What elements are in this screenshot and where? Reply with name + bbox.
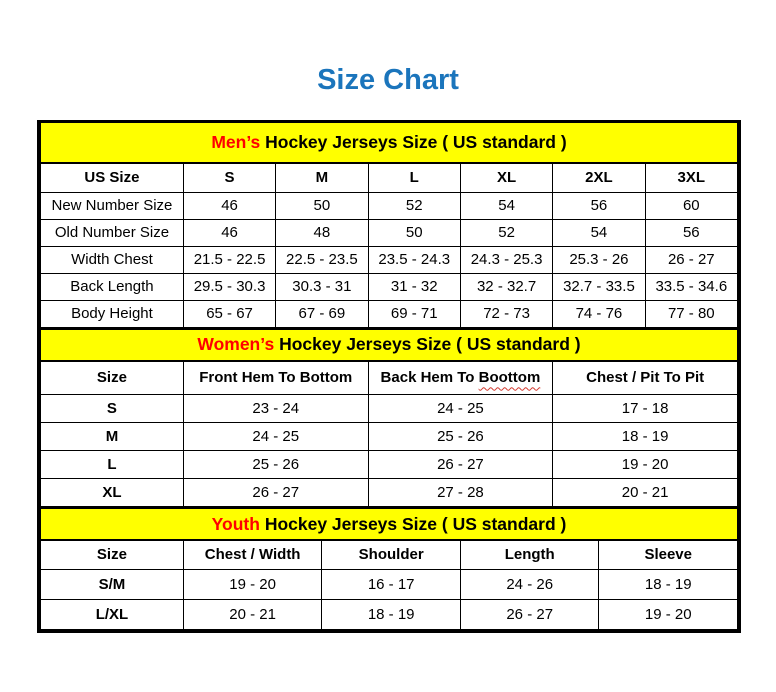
mens-cell: 65 - 67: [183, 300, 275, 327]
youth-cell: 26 - 27: [460, 599, 599, 629]
womens-row-s: [41, 395, 738, 423]
mens-cell: 52: [368, 192, 460, 219]
womens-header-row: [41, 361, 738, 395]
womens-cell: 20 - 21: [553, 479, 738, 507]
youth-cell: 19 - 20: [599, 599, 738, 629]
youth-col-header-chest-width: Chest / Width: [183, 540, 322, 569]
mens-cell: 32 - 32.7: [460, 273, 552, 300]
mens-section-banner: [41, 123, 738, 163]
womens-cell: 17 - 18: [553, 395, 738, 423]
womens-row-label: XL: [41, 479, 184, 507]
mens-cell: 67 - 69: [276, 300, 368, 327]
youth-banner-text: Hockey Jerseys Size ( US standard ): [264, 513, 567, 534]
womens-cell: 18 - 19: [553, 423, 738, 451]
youth-cell: 18 - 19: [599, 569, 738, 599]
mens-cell: 56: [645, 219, 737, 246]
mens-row-label: Back Length: [41, 273, 184, 300]
mens-row-new-number: [41, 192, 738, 219]
womens-cell: 23 - 24: [183, 395, 368, 423]
mens-row-back-length: [41, 273, 738, 300]
mens-row-label: Body Height: [41, 300, 184, 327]
womens-banner-highlight: Women’s: [197, 334, 275, 354]
youth-col-header-size: Size: [41, 540, 184, 569]
mens-cell: 46: [183, 192, 275, 219]
mens-col-header-s: S: [183, 163, 275, 192]
womens-cell: 24 - 25: [183, 423, 368, 451]
youth-banner-cell: [41, 508, 738, 540]
youth-col-header-sleeve: Sleeve: [599, 540, 738, 569]
back-hem-misspelled-word: Boottom: [478, 369, 541, 387]
mens-cell: 21.5 - 22.5: [183, 246, 275, 273]
mens-col-header-m: M: [276, 163, 368, 192]
womens-row-label: M: [41, 423, 184, 451]
womens-cell: 24 - 25: [368, 395, 553, 423]
mens-row-label: New Number Size: [41, 192, 184, 219]
youth-banner-highlight: Youth: [211, 513, 260, 534]
mens-col-header-2xl: 2XL: [553, 163, 645, 192]
youth-cell: 19 - 20: [183, 569, 322, 599]
mens-cell: 26 - 27: [645, 246, 737, 273]
mens-cell: 33.5 - 34.6: [645, 273, 737, 300]
mens-cell: 31 - 32: [368, 273, 460, 300]
mens-cell: 48: [276, 219, 368, 246]
youth-col-header-shoulder: Shoulder: [322, 540, 461, 569]
womens-row-label: S: [41, 395, 184, 423]
mens-cell: 77 - 80: [645, 300, 737, 327]
mens-cell: 54: [460, 192, 552, 219]
youth-size-table: [40, 507, 738, 630]
mens-col-header-3xl: 3XL: [645, 163, 737, 192]
mens-cell: 56: [553, 192, 645, 219]
youth-row-sm: [41, 569, 738, 599]
back-hem-prefix: Back Hem To: [380, 369, 475, 387]
womens-col-header-size: Size: [41, 361, 184, 395]
youth-cell: 16 - 17: [322, 569, 461, 599]
mens-cell: 50: [276, 192, 368, 219]
womens-cell: 26 - 27: [368, 451, 553, 479]
mens-cell: 52: [460, 219, 552, 246]
womens-banner-cell: [41, 329, 738, 361]
womens-row-l: [41, 451, 738, 479]
womens-cell: 26 - 27: [183, 479, 368, 507]
mens-banner-text: Hockey Jerseys Size ( US standard ): [265, 132, 567, 152]
mens-col-header-l: L: [368, 163, 460, 192]
mens-cell: 74 - 76: [553, 300, 645, 327]
mens-cell: 54: [553, 219, 645, 246]
mens-col-header-us-size: US Size: [41, 163, 184, 192]
mens-row-label: Old Number Size: [41, 219, 184, 246]
womens-row-label: L: [41, 451, 184, 479]
womens-col-header-chest: Chest / Pit To Pit: [553, 361, 738, 395]
womens-row-m: [41, 423, 738, 451]
youth-section-banner: [41, 508, 738, 540]
womens-section-banner: [41, 329, 738, 361]
mens-cell: 24.3 - 25.3: [460, 246, 552, 273]
womens-size-table: [40, 328, 738, 508]
mens-row-width-chest: [41, 246, 738, 273]
womens-banner-text: Hockey Jerseys Size ( US standard ): [279, 334, 581, 354]
mens-row-body-height: [41, 300, 738, 327]
youth-row-lxl: [41, 599, 738, 629]
womens-row-xl: [41, 479, 738, 507]
youth-col-header-length: Length: [460, 540, 599, 569]
mens-col-header-xl: XL: [460, 163, 552, 192]
mens-cell: 25.3 - 26: [553, 246, 645, 273]
youth-cell: 24 - 26: [460, 569, 599, 599]
mens-banner-cell: [41, 123, 738, 163]
mens-cell: 72 - 73: [460, 300, 552, 327]
youth-row-label: S/M: [41, 569, 184, 599]
mens-cell: 22.5 - 23.5: [276, 246, 368, 273]
mens-cell: 29.5 - 30.3: [183, 273, 275, 300]
youth-row-label: L/XL: [41, 599, 184, 629]
womens-col-header-back-hem: [368, 361, 553, 395]
womens-col-header-front-hem: Front Hem To Bottom: [183, 361, 368, 395]
mens-banner-highlight: Men’s: [211, 132, 261, 152]
youth-cell: 20 - 21: [183, 599, 322, 629]
size-chart: [37, 120, 741, 633]
womens-cell: 25 - 26: [183, 451, 368, 479]
mens-row-label: Width Chest: [41, 246, 184, 273]
womens-cell: 19 - 20: [553, 451, 738, 479]
mens-cell: 30.3 - 31: [276, 273, 368, 300]
mens-cell: 50: [368, 219, 460, 246]
womens-cell: 27 - 28: [368, 479, 553, 507]
mens-cell: 32.7 - 33.5: [553, 273, 645, 300]
mens-row-old-number: [41, 219, 738, 246]
page-title: Size Chart: [317, 64, 459, 96]
mens-header-row: [41, 163, 738, 192]
womens-cell: 25 - 26: [368, 423, 553, 451]
mens-cell: 46: [183, 219, 275, 246]
mens-cell: 23.5 - 24.3: [368, 246, 460, 273]
mens-size-table: [40, 123, 738, 328]
youth-header-row: [41, 540, 738, 569]
youth-cell: 18 - 19: [322, 599, 461, 629]
mens-cell: 60: [645, 192, 737, 219]
mens-cell: 69 - 71: [368, 300, 460, 327]
